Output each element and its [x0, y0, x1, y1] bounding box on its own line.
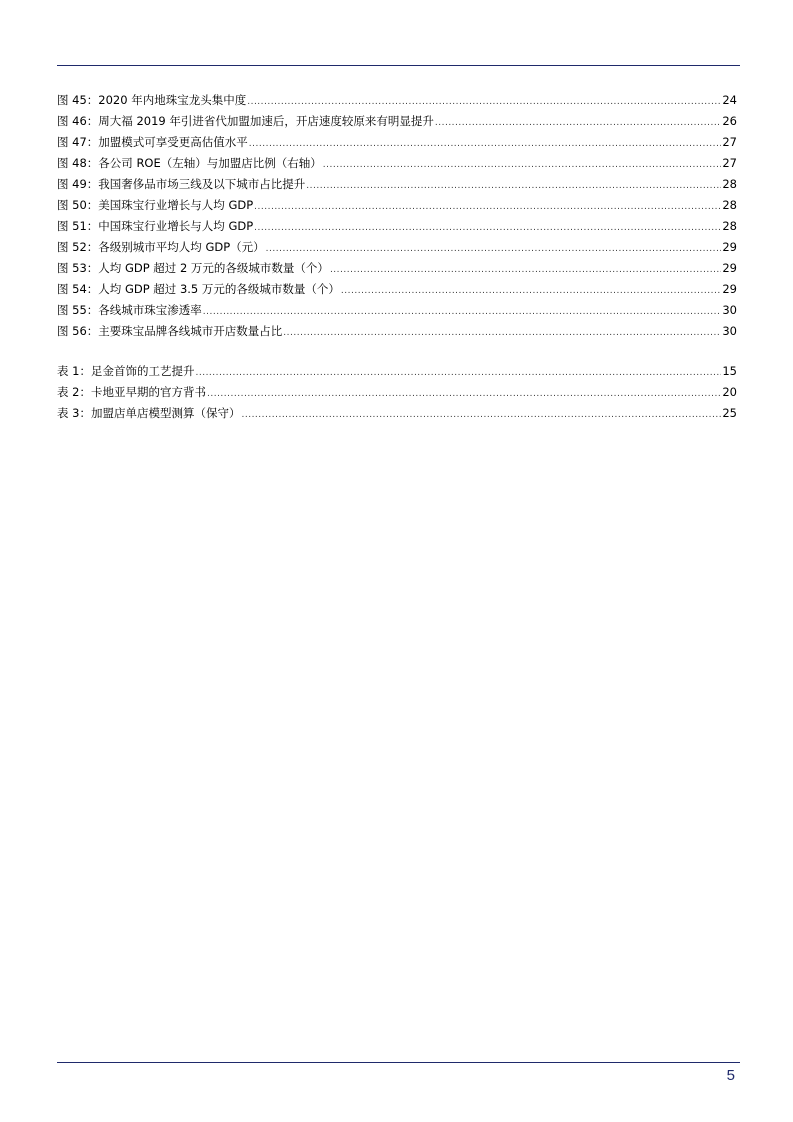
- entry-label: 图 54：人均 GDP 超过 3.5 万元的各级城市数量（个）: [57, 282, 340, 296]
- figure-list: [57, 90, 737, 342]
- leader-dots: [341, 281, 721, 302]
- leader-dots: [247, 92, 721, 113]
- entry-label: 图 46：周大福 2019 年引进省代加盟加速后，开店速度较原来有明显提升: [57, 114, 434, 128]
- toc-entry-figure-48[interactable]: [57, 153, 737, 174]
- table-list: [57, 361, 737, 424]
- toc-entry-figure-55[interactable]: [57, 300, 737, 321]
- toc-entry-figure-56[interactable]: [57, 321, 737, 342]
- footer-rule: [57, 1062, 740, 1063]
- toc-entry-figure-53[interactable]: [57, 258, 737, 279]
- entry-label: 表 2：卡地亚早期的官方背书: [57, 385, 206, 399]
- leader-dots: [306, 176, 721, 197]
- leader-dots: [435, 113, 721, 134]
- leader-dots: [323, 155, 722, 176]
- leader-dots: [203, 302, 722, 323]
- toc-entry-table-3[interactable]: [57, 403, 737, 424]
- toc-entry-table-2[interactable]: [57, 382, 737, 403]
- leader-dots: [249, 134, 722, 155]
- entry-page: 25: [722, 406, 737, 420]
- entry-label: 图 48：各公司 ROE（左轴）与加盟店比例（右轴）: [57, 156, 322, 170]
- leader-dots: [330, 260, 721, 281]
- entry-label: 图 47：加盟模式可享受更高估值水平: [57, 135, 248, 149]
- entry-page: 29: [722, 240, 737, 254]
- entry-page: 29: [722, 261, 737, 275]
- entry-page: 24: [722, 93, 737, 107]
- toc-entry-figure-49[interactable]: [57, 174, 737, 195]
- toc-entry-figure-52[interactable]: [57, 237, 737, 258]
- toc-entry-figure-51[interactable]: [57, 216, 737, 237]
- header-rule: [57, 65, 740, 66]
- entry-page: 28: [722, 177, 737, 191]
- leader-dots: [254, 197, 721, 218]
- entry-page: 28: [722, 198, 737, 212]
- entry-label: 表 3：加盟店单店模型测算（保守）: [57, 406, 241, 420]
- entry-label: 图 45：2020 年内地珠宝龙头集中度: [57, 93, 247, 107]
- page-number: 5: [726, 1067, 735, 1084]
- entry-label: 表 1：足金首饰的工艺提升: [57, 364, 195, 378]
- entry-page: 30: [722, 303, 737, 317]
- entry-page: 27: [722, 135, 737, 149]
- leader-dots: [266, 239, 722, 260]
- entry-label: 图 50：美国珠宝行业增长与人均 GDP: [57, 198, 254, 212]
- entry-label: 图 49：我国奢侈品市场三线及以下城市占比提升: [57, 177, 306, 191]
- entry-label: 图 56：主要珠宝品牌各线城市开店数量占比: [57, 324, 283, 338]
- entry-page: 20: [722, 385, 737, 399]
- toc-entry-figure-54[interactable]: [57, 279, 737, 300]
- leader-dots: [241, 405, 721, 426]
- leader-dots: [254, 218, 721, 239]
- entry-page: 28: [722, 219, 737, 233]
- toc-entry-figure-50[interactable]: [57, 195, 737, 216]
- entry-page: 26: [722, 114, 737, 128]
- toc-entry-figure-46[interactable]: [57, 111, 737, 132]
- entry-page: 30: [722, 324, 737, 338]
- toc-entry-table-1[interactable]: [57, 361, 737, 382]
- toc-entry-figure-45[interactable]: [57, 90, 737, 111]
- entry-label: 图 55：各线城市珠宝渗透率: [57, 303, 202, 317]
- leader-dots: [207, 384, 721, 405]
- entry-label: 图 52：各级别城市平均人均 GDP（元）: [57, 240, 265, 254]
- entry-page: 27: [722, 156, 737, 170]
- entry-page: 29: [722, 282, 737, 296]
- leader-dots: [283, 323, 721, 344]
- entry-label: 图 51：中国珠宝行业增长与人均 GDP: [57, 219, 254, 233]
- entry-label: 图 53：人均 GDP 超过 2 万元的各级城市数量（个）: [57, 261, 329, 275]
- leader-dots: [195, 363, 721, 384]
- entry-page: 15: [722, 364, 737, 378]
- toc-entry-figure-47[interactable]: [57, 132, 737, 153]
